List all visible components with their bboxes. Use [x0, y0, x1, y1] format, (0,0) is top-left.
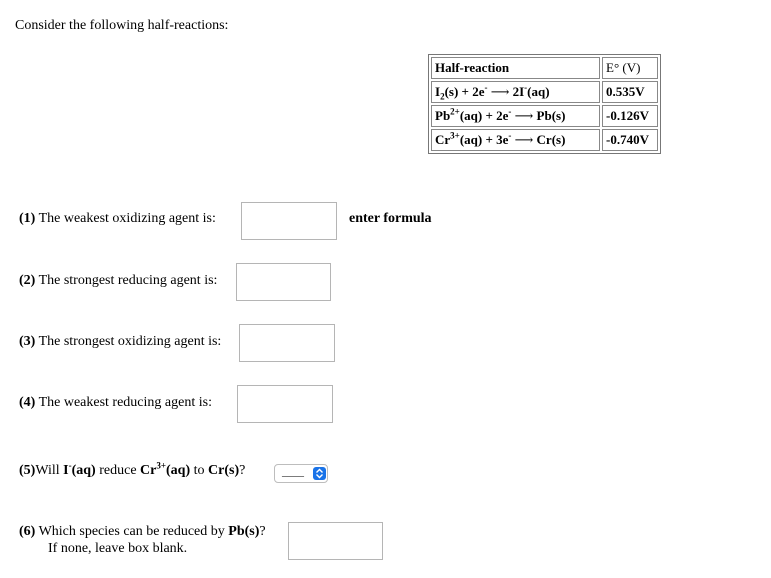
reaction-iodine: $I_2(s) + 2e^-$ ⟶ 2I-(aq) — [431, 81, 600, 103]
q5-answer-select[interactable] — [274, 464, 328, 483]
table-row — [431, 129, 658, 151]
table-row — [431, 105, 658, 127]
arrow-icon: ⟶ — [490, 84, 510, 99]
question-5-label: (5)Will I-(aq) reduce $Cr^{3+}(aq)$ to Cr(s)? — [19, 460, 246, 478]
table-header-row — [431, 57, 658, 79]
reaction-chromium: $Cr^{3+}(aq) + 3e^-$ ⟶ Cr(s) — [431, 129, 600, 151]
question-1-label: (1) The weakest oxidizing agent is: — [19, 211, 216, 226]
question-4-label: (4) The weakest reducing agent is: — [19, 395, 212, 410]
enter-formula-hint: enter formula — [349, 211, 432, 226]
arrow-icon: ⟶ — [514, 108, 534, 123]
header-potential: E° (V) — [602, 57, 658, 79]
potential-iodine: 0.535V — [602, 81, 658, 103]
q4-answer-input[interactable] — [237, 385, 333, 423]
q1-answer-input[interactable] — [241, 202, 337, 240]
header-reaction: Half-reaction — [431, 57, 600, 79]
q2-answer-input[interactable] — [236, 263, 331, 301]
intro-text: Consider the following half-reactions: — [15, 18, 229, 33]
potential-chromium: -0.740V — [602, 129, 658, 151]
q6-answer-input[interactable] — [288, 522, 383, 560]
question-6-label: (6) Which species can be reduced by Pb(s)? — [19, 524, 266, 539]
question-3-label: (3) The strongest oxidizing agent is: — [19, 334, 222, 349]
q5-selected-value: ____ — [282, 466, 304, 478]
arrow-icon: ⟶ — [514, 132, 534, 147]
chevron-updown-icon[interactable] — [313, 467, 326, 480]
q6-note: If none, leave box blank. — [48, 541, 188, 556]
potential-lead: -0.126V — [602, 105, 658, 127]
reaction-lead: $Pb^{2+}(aq) + 2e^-$ ⟶ Pb(s) — [431, 105, 600, 127]
question-2-label: (2) The strongest reducing agent is: — [19, 273, 218, 288]
q3-answer-input[interactable] — [239, 324, 335, 362]
table-row — [431, 81, 658, 103]
half-reaction-table — [428, 54, 661, 154]
